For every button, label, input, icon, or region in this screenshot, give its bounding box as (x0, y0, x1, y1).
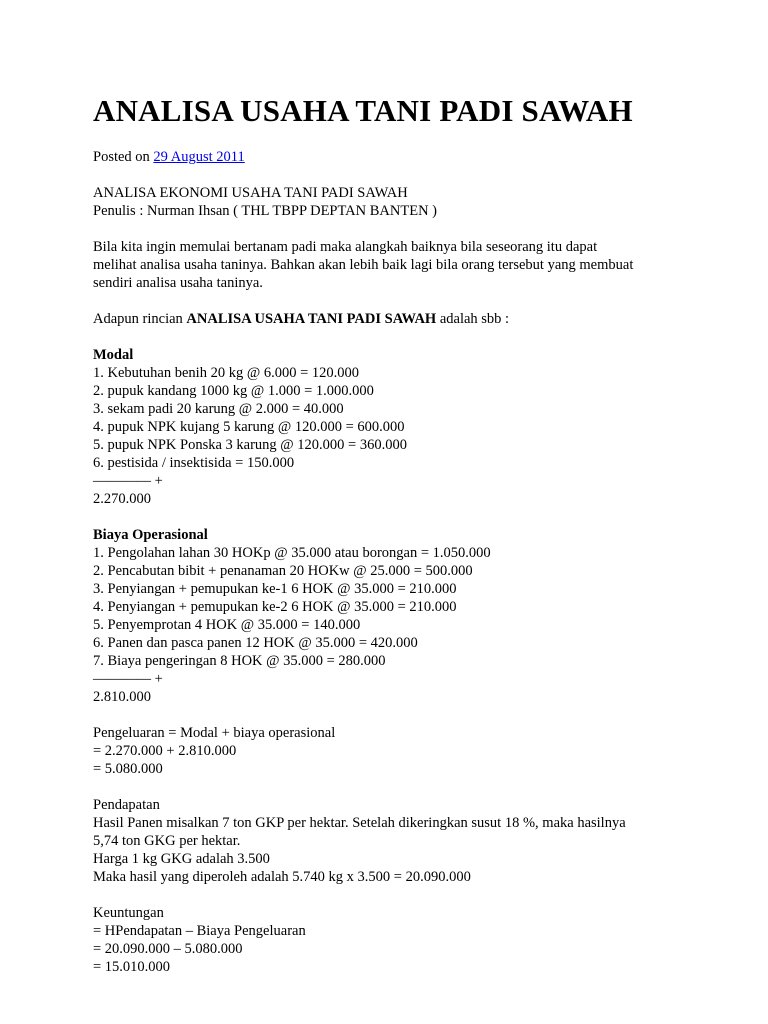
operasional-item: 3. Penyiangan + pemupukan ke-1 6 HOK @ 35.000 = 210.000 (93, 581, 457, 597)
modal-item: 5. pupuk NPK Ponska 3 karung @ 120.000 = 360.000 (93, 437, 407, 453)
operasional-item: 2. Pencabutan bibit + penanaman 20 HOKw @ 25.000 = 500.000 (93, 563, 473, 579)
operasional-item: 7. Biaya pengeringan 8 HOK @ 35.000 = 280.000 (93, 653, 386, 669)
pendapatan-line: Maka hasil yang diperoleh adalah 5.740 kg x 3.500 = 20.090.000 (93, 869, 471, 885)
rincian-paragraph (93, 310, 733, 328)
operasional-sum-rule: ———— + (93, 671, 163, 687)
author: Penulis : Nurman Ihsan ( THL TBPP DEPTAN BANTEN ) (93, 203, 438, 219)
pendapatan-line: Harga 1 kg GKG adalah 3.500 (93, 851, 270, 867)
rincian-pre: Adapun rincian (93, 311, 187, 327)
modal-item: 4. pupuk NPK kujang 5 karung @ 120.000 = 600.000 (93, 419, 405, 435)
pengeluaran-line: Pengeluaran = Modal + biaya operasional (93, 725, 336, 741)
keuntungan-section (93, 904, 733, 976)
modal-heading: Modal (93, 347, 134, 363)
pendapatan-line: 5,74 ton GKG per hektar. (93, 833, 241, 849)
pendapatan-heading: Pendapatan (93, 797, 160, 813)
keuntungan-line: = 20.090.000 – 5.080.000 (93, 941, 243, 957)
operasional-item: 1. Pengolahan lahan 30 HOKp @ 35.000 atau borongan = 1.050.000 (93, 545, 491, 561)
operasional-section (93, 526, 733, 706)
pengeluaran-line: = 2.270.000 + 2.810.000 (93, 743, 237, 759)
pengeluaran-section (93, 724, 733, 778)
modal-item: 3. sekam padi 20 karung @ 2.000 = 40.000 (93, 401, 344, 417)
rincian-bold: ANALISA USAHA TANI PADI SAWAH (186, 311, 437, 327)
document-page (93, 93, 733, 994)
modal-sum-rule: ———— + (93, 473, 163, 489)
post-meta (93, 148, 733, 166)
operasional-item: 6. Panen dan pasca panen 12 HOK @ 35.000 = 420.000 (93, 635, 418, 651)
operasional-item: 4. Penyiangan + pemupukan ke-2 6 HOK @ 35.000 = 210.000 (93, 599, 457, 615)
modal-item: 1. Kebutuhan benih 20 kg @ 6.000 = 120.000 (93, 365, 359, 381)
operasional-total: 2.810.000 (93, 689, 151, 705)
intro-line: sendiri analisa usaha taninya. (93, 275, 263, 291)
intro-line: melihat analisa usaha taninya. Bahkan akan lebih baik lagi bila orang tersebut yang membuat (93, 257, 634, 273)
intro-paragraph (93, 238, 733, 292)
modal-section (93, 346, 733, 508)
operasional-heading: Biaya Operasional (93, 527, 208, 543)
pengeluaran-line: = 5.080.000 (93, 761, 163, 777)
byline (93, 184, 733, 220)
subtitle: ANALISA EKONOMI USAHA TANI PADI SAWAH (93, 185, 408, 201)
posted-date-link[interactable]: 29 August 2011 (153, 149, 245, 165)
intro-line: Bila kita ingin memulai bertanam padi maka alangkah baiknya bila seseorang itu dapat (93, 239, 598, 255)
rincian-post: adalah sbb : (436, 311, 510, 327)
operasional-item: 5. Penyemprotan 4 HOK @ 35.000 = 140.000 (93, 617, 361, 633)
keuntungan-line: = 15.010.000 (93, 959, 171, 975)
modal-item: 2. pupuk kandang 1000 kg @ 1.000 = 1.000.000 (93, 383, 374, 399)
pendapatan-line: Hasil Panen misalkan 7 ton GKP per hektar. Setelah dikeringkan susut 18 %, maka hasilnya (93, 815, 626, 831)
keuntungan-line: = HPendapatan – Biaya Pengeluaran (93, 923, 306, 939)
keuntungan-heading: Keuntungan (93, 905, 164, 921)
modal-total: 2.270.000 (93, 491, 151, 507)
posted-prefix: Posted on (93, 149, 154, 165)
modal-item: 6. pestisida / insektisida = 150.000 (93, 455, 295, 471)
pendapatan-section (93, 796, 733, 886)
page-title: ANALISA USAHA TANI PADI SAWAH (93, 93, 633, 128)
